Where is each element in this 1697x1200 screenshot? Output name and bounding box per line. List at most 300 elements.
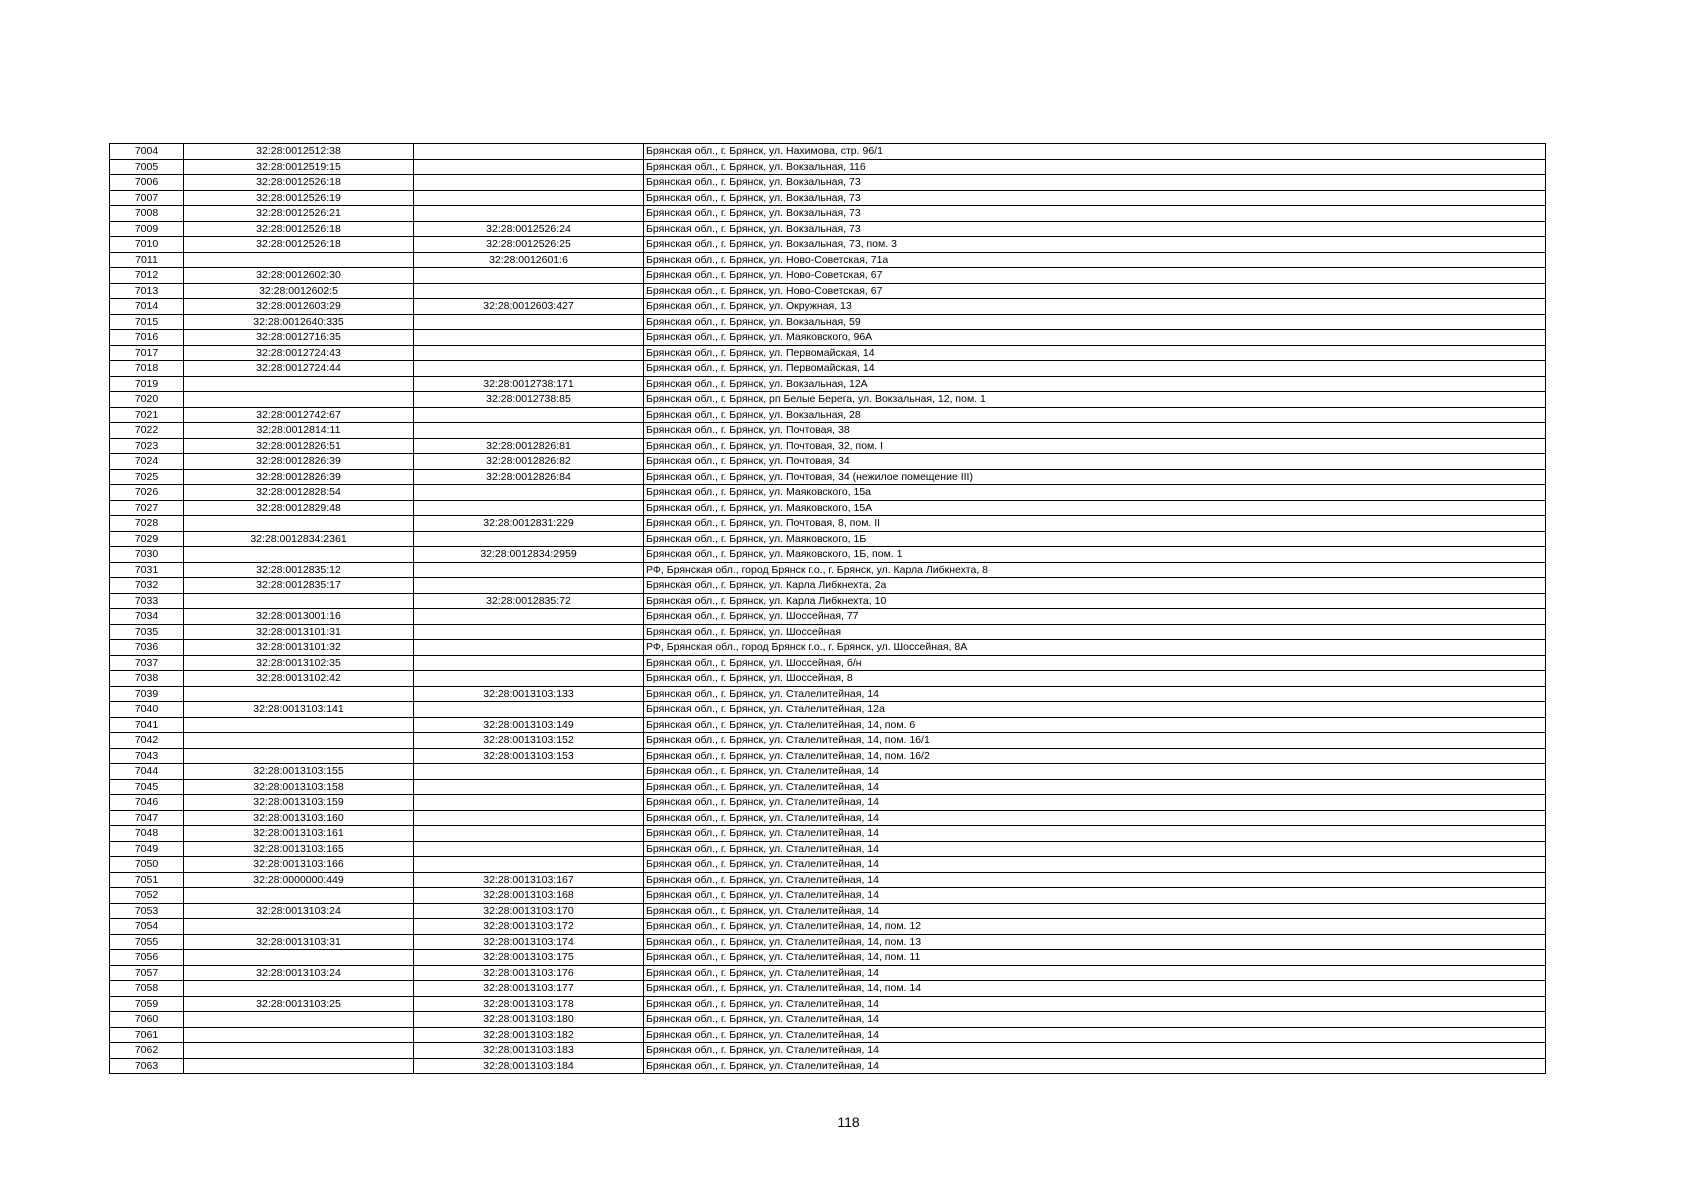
table-row [110,516,1546,532]
row-number-cell: 7019 [110,376,184,392]
table-row [110,438,1546,454]
address-cell: Брянская обл., г. Брянск, ул. Сталелитейная, 14, пом. 12 [644,919,1546,935]
sub-object-number-cell: 32:28:0012831:229 [414,516,644,532]
table-row [110,702,1546,718]
row-number-cell: 7042 [110,733,184,749]
row-number-cell: 7010 [110,237,184,253]
row-number-cell: 7030 [110,547,184,563]
row-number-cell: 7025 [110,469,184,485]
table-row [110,500,1546,516]
cadastral-number-cell: 32:28:0012602:5 [184,283,414,299]
row-number-cell: 7021 [110,407,184,423]
address-cell: РФ, Брянская обл., город Брянск г.о., г. Брянск, ул. Карла Либкнехта, 8 [644,562,1546,578]
row-number-cell: 7055 [110,934,184,950]
sub-object-number-cell: 32:28:0013103:168 [414,888,644,904]
cadastral-number-cell: 32:28:0012526:18 [184,175,414,191]
table-row [110,981,1546,997]
sub-object-number-cell [414,826,644,842]
cadastral-number-cell [184,733,414,749]
sub-object-number-cell: 32:28:0013103:133 [414,686,644,702]
cadastral-number-cell: 32:28:0013103:161 [184,826,414,842]
sub-object-number-cell: 32:28:0013103:183 [414,1043,644,1059]
address-cell: Брянская обл., г. Брянск, ул. Шоссейная, 77 [644,609,1546,625]
sub-object-number-cell: 32:28:0013103:167 [414,872,644,888]
row-number-cell: 7050 [110,857,184,873]
address-cell: Брянская обл., г. Брянск, ул. Первомайская, 14 [644,345,1546,361]
address-cell: Брянская обл., г. Брянск, ул. Вокзальная, 116 [644,159,1546,175]
row-number-cell: 7043 [110,748,184,764]
sub-object-number-cell: 32:28:0013103:180 [414,1012,644,1028]
table-row [110,624,1546,640]
page-number: 118 [837,1114,860,1130]
sub-object-number-cell [414,423,644,439]
row-number-cell: 7047 [110,810,184,826]
table-row [110,872,1546,888]
cadastral-number-cell [184,888,414,904]
table-row [110,314,1546,330]
address-cell: Брянская обл., г. Брянск, ул. Сталелитейная, 14, пом. 11 [644,950,1546,966]
table-row [110,252,1546,268]
row-number-cell: 7016 [110,330,184,346]
sub-object-number-cell [414,330,644,346]
row-number-cell: 7022 [110,423,184,439]
cadastral-number-cell: 32:28:0000000:449 [184,872,414,888]
address-cell: Брянская обл., г. Брянск, ул. Почтовая, 8, пом. II [644,516,1546,532]
address-cell: Брянская обл., г. Брянск, ул. Сталелитейная, 14 [644,779,1546,795]
cadastral-number-cell [184,686,414,702]
sub-object-number-cell [414,578,644,594]
table-row [110,764,1546,780]
row-number-cell: 7032 [110,578,184,594]
sub-object-number-cell: 32:28:0013103:149 [414,717,644,733]
address-cell: РФ, Брянская обл., город Брянск г.о., г. Брянск, ул. Шоссейная, 8А [644,640,1546,656]
sub-object-number-cell [414,779,644,795]
table-row [110,934,1546,950]
sub-object-number-cell [414,562,644,578]
row-number-cell: 7013 [110,283,184,299]
table-row [110,190,1546,206]
sub-object-number-cell [414,206,644,222]
table-row [110,547,1546,563]
cadastral-number-cell: 32:28:0012602:30 [184,268,414,284]
table-row [110,841,1546,857]
row-number-cell: 7011 [110,252,184,268]
cadastral-number-cell: 32:28:0013001:16 [184,609,414,625]
cadastral-number-cell: 32:28:0013103:165 [184,841,414,857]
sub-object-number-cell: 32:28:0013103:172 [414,919,644,935]
sub-object-number-cell [414,531,644,547]
table-row [110,640,1546,656]
address-cell: Брянская обл., г. Брянск, ул. Ново-Советская, 67 [644,283,1546,299]
row-number-cell: 7057 [110,965,184,981]
row-number-cell: 7044 [110,764,184,780]
row-number-cell: 7015 [110,314,184,330]
cadastral-number-cell: 32:28:0013103:158 [184,779,414,795]
address-cell: Брянская обл., г. Брянск, ул. Вокзальная, 28 [644,407,1546,423]
address-cell: Брянская обл., г. Брянск, ул. Маяковского, 1Б, пом. 1 [644,547,1546,563]
table-row [110,671,1546,687]
sub-object-number-cell: 32:28:0012826:84 [414,469,644,485]
row-number-cell: 7033 [110,593,184,609]
table-row [110,485,1546,501]
row-number-cell: 7026 [110,485,184,501]
address-cell: Брянская обл., г. Брянск, ул. Вокзальная, 12А [644,376,1546,392]
row-number-cell: 7061 [110,1027,184,1043]
table-row [110,299,1546,315]
sub-object-number-cell [414,283,644,299]
row-number-cell: 7017 [110,345,184,361]
table-row [110,717,1546,733]
sub-object-number-cell [414,175,644,191]
cadastral-number-cell: 32:28:0012526:21 [184,206,414,222]
address-cell: Брянская обл., г. Брянск, ул. Почтовая, 34 (нежилое помещение III) [644,469,1546,485]
row-number-cell: 7053 [110,903,184,919]
cadastral-number-cell: 32:28:0012835:12 [184,562,414,578]
address-cell: Брянская обл., г. Брянск, ул. Нахимова, стр. 96/1 [644,144,1546,160]
sub-object-number-cell: 32:28:0013103:152 [414,733,644,749]
cadastral-number-cell: 32:28:0012603:29 [184,299,414,315]
cadastral-number-cell: 32:28:0013101:32 [184,640,414,656]
row-number-cell: 7035 [110,624,184,640]
address-cell: Брянская обл., г. Брянск, ул. Сталелитейная, 14 [644,686,1546,702]
table-row [110,206,1546,222]
cadastral-number-cell [184,919,414,935]
address-cell: Брянская обл., г. Брянск, ул. Сталелитейная, 14 [644,903,1546,919]
cadastral-number-cell: 32:28:0012742:67 [184,407,414,423]
table-row [110,268,1546,284]
address-cell: Брянская обл., г. Брянск, ул. Вокзальная, 73 [644,175,1546,191]
address-cell: Брянская обл., г. Брянск, ул. Сталелитейная, 14 [644,764,1546,780]
sub-object-number-cell: 32:28:0013103:153 [414,748,644,764]
table-row [110,795,1546,811]
cadastral-number-cell: 32:28:0013103:155 [184,764,414,780]
sub-object-number-cell [414,640,644,656]
table-row [110,888,1546,904]
row-number-cell: 7029 [110,531,184,547]
cadastral-number-cell: 32:28:0012834:2361 [184,531,414,547]
table-row [110,748,1546,764]
sub-object-number-cell: 32:28:0013103:170 [414,903,644,919]
sub-object-number-cell: 32:28:0012826:81 [414,438,644,454]
row-number-cell: 7027 [110,500,184,516]
sub-object-number-cell: 32:28:0012738:171 [414,376,644,392]
row-number-cell: 7063 [110,1058,184,1074]
row-number-cell: 7006 [110,175,184,191]
cadastral-number-cell: 32:28:0013103:25 [184,996,414,1012]
table-row [110,779,1546,795]
sub-object-number-cell [414,655,644,671]
table-row [110,423,1546,439]
cadastral-number-cell: 32:28:0012724:44 [184,361,414,377]
row-number-cell: 7051 [110,872,184,888]
table-row [110,392,1546,408]
address-cell: Брянская обл., г. Брянск, ул. Ново-Советская, 71а [644,252,1546,268]
cadastral-number-cell: 32:28:0013103:31 [184,934,414,950]
table-row [110,578,1546,594]
cadastral-number-cell [184,717,414,733]
table-row [110,345,1546,361]
cadastral-number-cell [184,376,414,392]
table-row [110,1027,1546,1043]
cadastral-number-cell: 32:28:0012519:15 [184,159,414,175]
table-row [110,221,1546,237]
row-number-cell: 7034 [110,609,184,625]
address-cell: Брянская обл., г. Брянск, ул. Вокзальная, 73, пом. 3 [644,237,1546,253]
row-number-cell: 7024 [110,454,184,470]
table-row [110,826,1546,842]
table-row [110,237,1546,253]
sub-object-number-cell: 32:28:0012835:72 [414,593,644,609]
sub-object-number-cell: 32:28:0013103:174 [414,934,644,950]
address-cell: Брянская обл., г. Брянск, ул. Сталелитейная, 14, пом. 13 [644,934,1546,950]
row-number-cell: 7036 [110,640,184,656]
address-cell: Брянская обл., г. Брянск, ул. Сталелитейная, 14 [644,872,1546,888]
address-cell: Брянская обл., г. Брянск, ул. Почтовая, 32, пом. I [644,438,1546,454]
row-number-cell: 7060 [110,1012,184,1028]
address-cell: Брянская обл., г. Брянск, ул. Сталелитейная, 14, пом. 16/1 [644,733,1546,749]
sub-object-number-cell [414,795,644,811]
table-row [110,655,1546,671]
cadastral-number-cell: 32:28:0012526:19 [184,190,414,206]
row-number-cell: 7045 [110,779,184,795]
row-number-cell: 7058 [110,981,184,997]
address-cell: Брянская обл., г. Брянск, ул. Окружная, 13 [644,299,1546,315]
sub-object-number-cell: 32:28:0012601:6 [414,252,644,268]
address-cell: Брянская обл., г. Брянск, ул. Сталелитейная, 14 [644,996,1546,1012]
sub-object-number-cell [414,345,644,361]
table-row [110,857,1546,873]
row-number-cell: 7039 [110,686,184,702]
table-row [110,733,1546,749]
row-number-cell: 7023 [110,438,184,454]
cadastral-number-cell [184,1043,414,1059]
cadastral-number-cell: 32:28:0013103:159 [184,795,414,811]
sub-object-number-cell [414,500,644,516]
table-row [110,407,1546,423]
sub-object-number-cell [414,268,644,284]
registry-table [109,143,1546,1074]
row-number-cell: 7062 [110,1043,184,1059]
address-cell: Брянская обл., г. Брянск, ул. Ново-Советская, 67 [644,268,1546,284]
cadastral-number-cell: 32:28:0012526:18 [184,237,414,253]
sub-object-number-cell: 32:28:0012603:427 [414,299,644,315]
table-row [110,919,1546,935]
cadastral-number-cell [184,516,414,532]
sub-object-number-cell: 32:28:0012526:25 [414,237,644,253]
cadastral-number-cell: 32:28:0013103:141 [184,702,414,718]
cadastral-number-cell [184,593,414,609]
row-number-cell: 7014 [110,299,184,315]
table-row [110,1012,1546,1028]
cadastral-number-cell: 32:28:0013101:31 [184,624,414,640]
sub-object-number-cell [414,159,644,175]
row-number-cell: 7009 [110,221,184,237]
table-row [110,903,1546,919]
sub-object-number-cell: 32:28:0012834:2959 [414,547,644,563]
sub-object-number-cell: 32:28:0012826:82 [414,454,644,470]
row-number-cell: 7052 [110,888,184,904]
address-cell: Брянская обл., г. Брянск, ул. Сталелитейная, 14 [644,1012,1546,1028]
cadastral-number-cell: 32:28:0012716:35 [184,330,414,346]
table-row [110,144,1546,160]
address-cell: Брянская обл., г. Брянск, ул. Маяковского, 96А [644,330,1546,346]
sub-object-number-cell [414,485,644,501]
cadastral-number-cell: 32:28:0013103:24 [184,903,414,919]
row-number-cell: 7041 [110,717,184,733]
row-number-cell: 7054 [110,919,184,935]
row-number-cell: 7008 [110,206,184,222]
table-row [110,531,1546,547]
registry-table-body [110,144,1546,1074]
row-number-cell: 7018 [110,361,184,377]
cadastral-number-cell: 32:28:0012814:11 [184,423,414,439]
cadastral-number-cell: 32:28:0012835:17 [184,578,414,594]
cadastral-number-cell: 32:28:0013103:166 [184,857,414,873]
address-cell: Брянская обл., г. Брянск, ул. Вокзальная, 73 [644,206,1546,222]
table-row [110,454,1546,470]
address-cell: Брянская обл., г. Брянск, ул. Сталелитейная, 14 [644,795,1546,811]
cadastral-number-cell [184,252,414,268]
cadastral-number-cell: 32:28:0013103:160 [184,810,414,826]
table-row [110,686,1546,702]
row-number-cell: 7007 [110,190,184,206]
table-row [110,593,1546,609]
table-row [110,361,1546,377]
address-cell: Брянская обл., г. Брянск, ул. Вокзальная, 73 [644,221,1546,237]
row-number-cell: 7005 [110,159,184,175]
sub-object-number-cell: 32:28:0013103:176 [414,965,644,981]
cadastral-number-cell: 32:28:0012640:335 [184,314,414,330]
row-number-cell: 7048 [110,826,184,842]
address-cell: Брянская обл., г. Брянск, рп Белые Берега, ул. Вокзальная, 12, пом. 1 [644,392,1546,408]
cadastral-number-cell [184,547,414,563]
table-row [110,609,1546,625]
address-cell: Брянская обл., г. Брянск, ул. Сталелитейная, 14 [644,1027,1546,1043]
address-cell: Брянская обл., г. Брянск, ул. Сталелитейная, 14 [644,826,1546,842]
table-row [110,996,1546,1012]
sub-object-number-cell: 32:28:0012526:24 [414,221,644,237]
address-cell: Брянская обл., г. Брянск, ул. Сталелитейная, 12а [644,702,1546,718]
cadastral-number-cell: 32:28:0012829:48 [184,500,414,516]
address-cell: Брянская обл., г. Брянск, ул. Сталелитейная, 14 [644,841,1546,857]
address-cell: Брянская обл., г. Брянск, ул. Сталелитейная, 14 [644,965,1546,981]
sub-object-number-cell [414,609,644,625]
cadastral-number-cell [184,981,414,997]
row-number-cell: 7046 [110,795,184,811]
sub-object-number-cell [414,671,644,687]
address-cell: Брянская обл., г. Брянск, ул. Сталелитейная, 14, пом. 16/2 [644,748,1546,764]
cadastral-number-cell: 32:28:0012826:51 [184,438,414,454]
address-cell: Брянская обл., г. Брянск, ул. Сталелитейная, 14 [644,888,1546,904]
row-number-cell: 7056 [110,950,184,966]
row-number-cell: 7028 [110,516,184,532]
row-number-cell: 7031 [110,562,184,578]
sub-object-number-cell [414,702,644,718]
table-row [110,810,1546,826]
address-cell: Брянская обл., г. Брянск, ул. Сталелитейная, 14, пом. 14 [644,981,1546,997]
cadastral-number-cell: 32:28:0012828:54 [184,485,414,501]
address-cell: Брянская обл., г. Брянск, ул. Карла Либкнехта, 10 [644,593,1546,609]
cadastral-number-cell [184,950,414,966]
sub-object-number-cell [414,190,644,206]
sub-object-number-cell [414,841,644,857]
address-cell: Брянская обл., г. Брянск, ул. Сталелитейная, 14 [644,857,1546,873]
address-cell: Брянская обл., г. Брянск, ул. Сталелитейная, 14 [644,1043,1546,1059]
table-row [110,376,1546,392]
sub-object-number-cell [414,407,644,423]
sub-object-number-cell [414,144,644,160]
table-row [110,950,1546,966]
sub-object-number-cell [414,857,644,873]
sub-object-number-cell [414,624,644,640]
table-row [110,1058,1546,1074]
sub-object-number-cell: 32:28:0013103:184 [414,1058,644,1074]
table-row [110,175,1546,191]
cadastral-number-cell: 32:28:0013102:35 [184,655,414,671]
sub-object-number-cell [414,764,644,780]
cadastral-number-cell [184,748,414,764]
address-cell: Брянская обл., г. Брянск, ул. Вокзальная, 59 [644,314,1546,330]
row-number-cell: 7040 [110,702,184,718]
address-cell: Брянская обл., г. Брянск, ул. Карла Либкнехта, 2а [644,578,1546,594]
address-cell: Брянская обл., г. Брянск, ул. Маяковского, 15А [644,500,1546,516]
address-cell: Брянская обл., г. Брянск, ул. Вокзальная, 73 [644,190,1546,206]
address-cell: Брянская обл., г. Брянск, ул. Маяковского, 1Б [644,531,1546,547]
cadastral-number-cell [184,1012,414,1028]
address-cell: Брянская обл., г. Брянск, ул. Сталелитейная, 14, пом. 6 [644,717,1546,733]
table-row [110,1043,1546,1059]
address-cell: Брянская обл., г. Брянск, ул. Шоссейная, б/н [644,655,1546,671]
sub-object-number-cell: 32:28:0013103:178 [414,996,644,1012]
address-cell: Брянская обл., г. Брянск, ул. Шоссейная, 8 [644,671,1546,687]
table-row [110,330,1546,346]
address-cell: Брянская обл., г. Брянск, ул. Шоссейная [644,624,1546,640]
row-number-cell: 7059 [110,996,184,1012]
cadastral-number-cell [184,392,414,408]
row-number-cell: 7004 [110,144,184,160]
table-row [110,562,1546,578]
address-cell: Брянская обл., г. Брянск, ул. Сталелитейная, 14 [644,1058,1546,1074]
table-row [110,283,1546,299]
cadastral-number-cell: 32:28:0012526:18 [184,221,414,237]
cadastral-number-cell: 32:28:0013102:42 [184,671,414,687]
table-row [110,965,1546,981]
sub-object-number-cell: 32:28:0013103:177 [414,981,644,997]
address-cell: Брянская обл., г. Брянск, ул. Маяковского, 15а [644,485,1546,501]
cadastral-number-cell: 32:28:0012724:43 [184,345,414,361]
sub-object-number-cell: 32:28:0012738:85 [414,392,644,408]
sub-object-number-cell [414,810,644,826]
sub-object-number-cell [414,361,644,377]
cadastral-number-cell: 32:28:0012512:38 [184,144,414,160]
address-cell: Брянская обл., г. Брянск, ул. Первомайская, 14 [644,361,1546,377]
row-number-cell: 7049 [110,841,184,857]
row-number-cell: 7038 [110,671,184,687]
row-number-cell: 7020 [110,392,184,408]
cadastral-number-cell: 32:28:0013103:24 [184,965,414,981]
cadastral-number-cell: 32:28:0012826:39 [184,454,414,470]
row-number-cell: 7037 [110,655,184,671]
sub-object-number-cell: 32:28:0013103:175 [414,950,644,966]
cadastral-number-cell [184,1058,414,1074]
address-cell: Брянская обл., г. Брянск, ул. Почтовая, 34 [644,454,1546,470]
table-row [110,469,1546,485]
sub-object-number-cell [414,314,644,330]
address-cell: Брянская обл., г. Брянск, ул. Сталелитейная, 14 [644,810,1546,826]
sub-object-number-cell: 32:28:0013103:182 [414,1027,644,1043]
row-number-cell: 7012 [110,268,184,284]
cadastral-number-cell [184,1027,414,1043]
